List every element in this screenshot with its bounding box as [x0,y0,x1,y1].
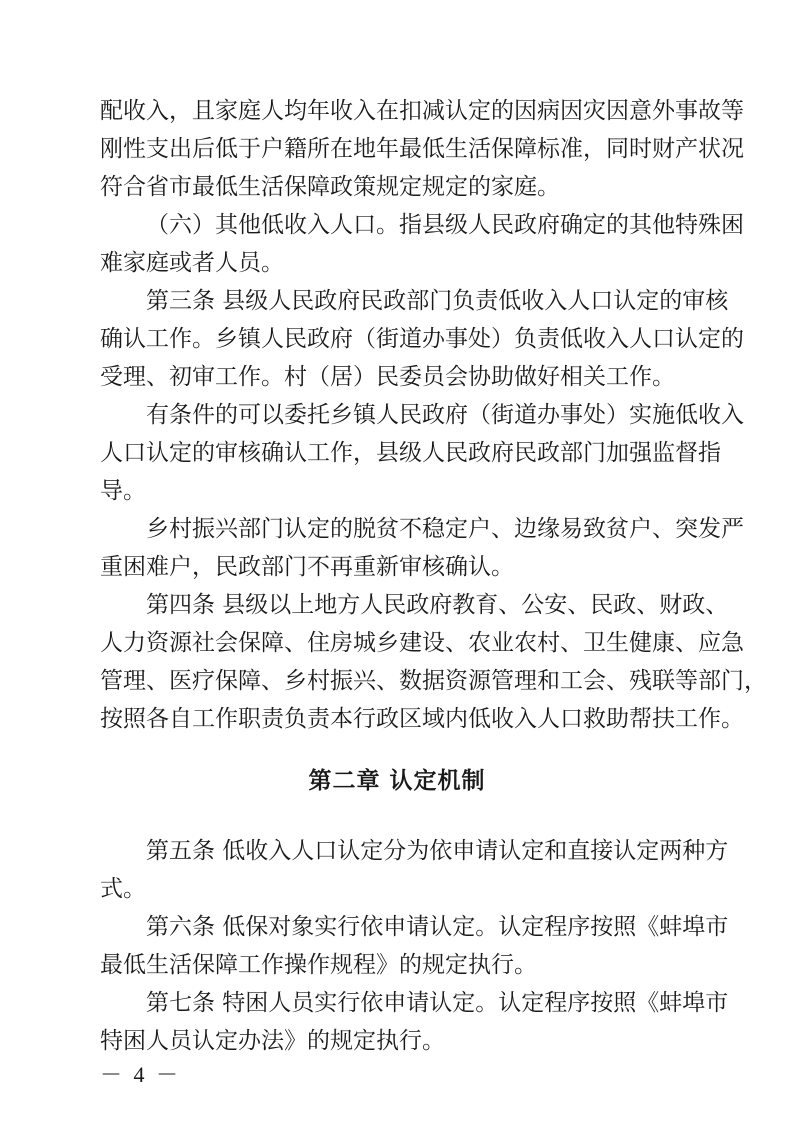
paragraph-line: 乡村振兴部门认定的脱贫不稳定户、边缘易致贫户、突发严 [146,516,744,542]
paragraph-line: 重困难户，民政部门不再重新审核确认。 [100,554,514,580]
paragraph-line: 人口认定的审核确认工作，县级人民政府民政部门加强监督指 [100,440,721,466]
article-5-line: 第五条 低收入人口认定分为依申请认定和直接认定两种方 [146,838,729,864]
paragraph-line: 管理、医疗保障、乡村振兴、数据资源管理和工会、残联等部门， [100,668,767,694]
article-6-line: 第六条 低保对象实行依申请认定。认定程序按照《蚌埠市 [146,914,729,940]
paragraph-line: 符合省市最低生活保障政策规定规定的家庭。 [100,174,560,200]
paragraph-line: 式。 [100,876,146,902]
paragraph-line: 有条件的可以委托乡镇人民政府（街道办事处）实施低收入 [146,402,744,428]
paragraph-line: 难家庭或者人员。 [100,250,284,276]
paragraph-line: 导。 [100,478,146,504]
article-3-line: 第三条 县级人民政府民政部门负责低收入人口认定的审核 [146,288,729,314]
paragraph-line: 配收入，且家庭人均年收入在扣减认定的因病因灾因意外事故等 [100,98,744,124]
paragraph-line: 人力资源社会保障、住房城乡建设、农业农村、卫生健康、应急 [100,630,744,656]
article-4-line: 第四条 县级以上地方人民政府教育、公安、民政、财政、 [146,592,729,618]
chapter-title: 第二章 认定机制 [308,768,486,794]
article-7-line: 第七条 特困人员实行依申请认定。认定程序按照《蚌埠市 [146,990,729,1016]
paragraph-line: （六）其他低收入人口。指县级人民政府确定的其他特殊困 [146,212,744,238]
paragraph-line: 按照各自工作职责负责本行政区域内低收入人口救助帮扶工作。 [100,706,744,732]
paragraph-line: 受理、初审工作。村（居）民委员会协助做好相关工作。 [100,364,675,390]
paragraph-line: 确认工作。乡镇人民政府（街道办事处）负责低收入人口认定的 [100,326,744,352]
paragraph-line: 刚性支出后低于户籍所在地年最低生活保障标准，同时财产状况 [100,136,744,162]
paragraph-line: 特困人员认定办法》的规定执行。 [100,1028,445,1054]
page-number: － 4 － [100,1062,179,1087]
paragraph-line: 最低生活保障工作操作规程》的规定执行。 [100,952,537,978]
